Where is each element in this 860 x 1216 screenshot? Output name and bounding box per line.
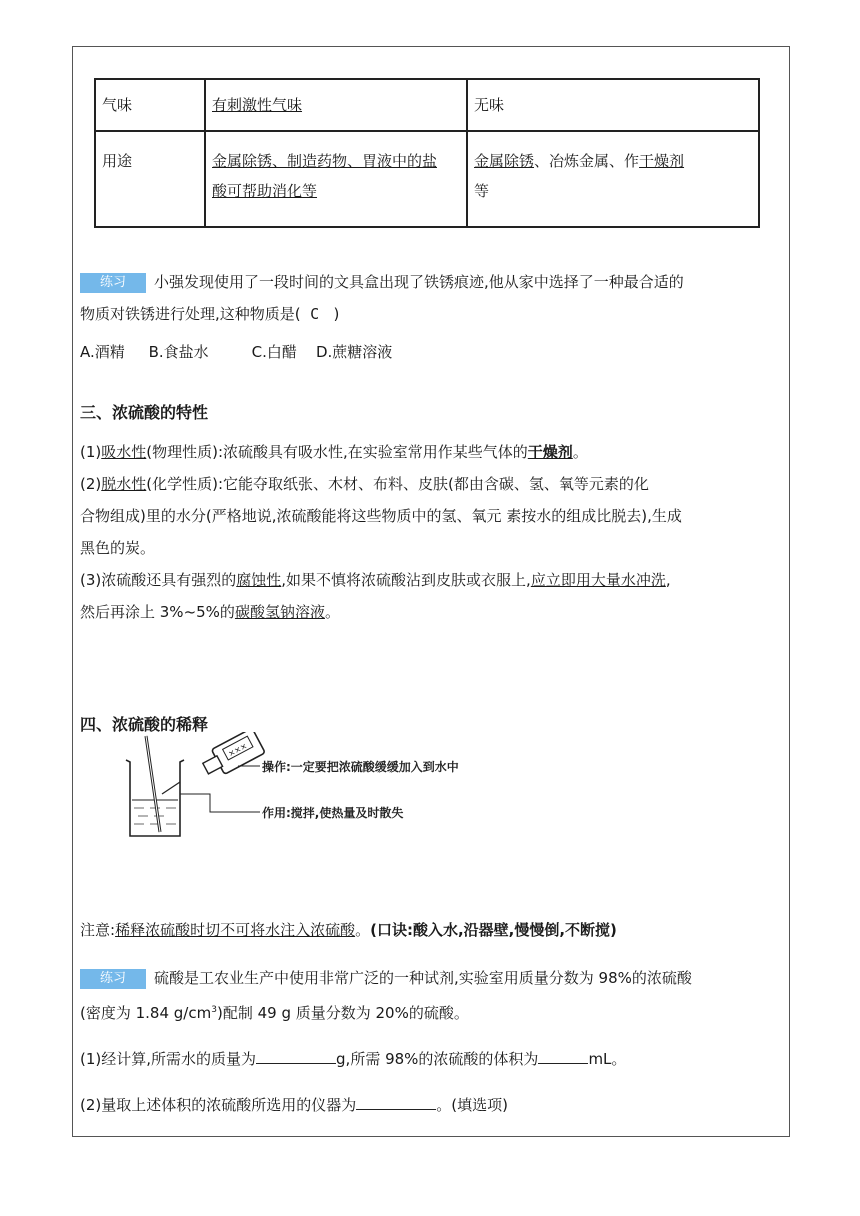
underlined-text: 干燥剂 bbox=[639, 152, 685, 170]
exercise-2 bbox=[80, 962, 780, 1121]
underlined-text: 金属除锈、制造药物、胃液中的盐 bbox=[212, 152, 438, 170]
para-text: 。 bbox=[324, 603, 340, 621]
table-row bbox=[95, 79, 759, 131]
fn-leader bbox=[180, 794, 260, 812]
cell bbox=[205, 79, 467, 131]
section-4-title: 四、浓硫酸的稀释 bbox=[80, 715, 209, 734]
question-text: (2)量取上述体积的浓硫酸所选用的仪器为 bbox=[80, 1096, 357, 1114]
para-text: (化学性质):它能夺取纸张、木材、布料、皮肤(都由含碳、氢、氧等元素的化 bbox=[146, 475, 649, 493]
acid-stream bbox=[162, 782, 180, 794]
note-prefix: 注意: bbox=[80, 921, 116, 939]
underlined-text: 吸水性 bbox=[101, 443, 147, 461]
cell bbox=[467, 131, 759, 227]
question-text: 硫酸是工农业生产中使用非常广泛的一种试剂,实验室用质量分数为 98%的浓硫酸 bbox=[154, 969, 692, 987]
svg-text:×××: ××× bbox=[226, 741, 249, 759]
cell: 无味 bbox=[467, 79, 759, 131]
question-text: (1)经计算,所需水的质量为 bbox=[80, 1050, 257, 1068]
para-text: 然后再涂上 3%~5%的 bbox=[80, 603, 235, 621]
para-text: (2) bbox=[80, 475, 102, 493]
question-text: )配制 49 g 质量分数为 20%的硫酸。 bbox=[216, 1004, 469, 1022]
question-text: 小强发现使用了一段时间的文具盒出现了铁锈痕迹,他从家中选择了一种最合适的 bbox=[154, 273, 684, 291]
row-label: 用途 bbox=[95, 131, 205, 227]
underlined-text: 稀释浓硫酸时切不可将水注入浓硫酸 bbox=[115, 921, 356, 939]
underlined-bold-text: 干燥剂 bbox=[527, 443, 573, 461]
function-label: 作用:搅拌,使热量及时散失 bbox=[262, 806, 404, 820]
underlined-text: 脱水性 bbox=[101, 475, 147, 493]
note-text: 。 bbox=[355, 921, 371, 939]
section-3-body bbox=[80, 436, 780, 628]
mnemonic: (口诀:酸入水,沿器壁,慢慢倒,不断搅) bbox=[370, 921, 617, 939]
underlined-text: 应立即用大量水冲洗 bbox=[530, 571, 666, 589]
exercise-1 bbox=[80, 266, 780, 368]
underlined-text: 酸可帮助消化等 bbox=[212, 182, 318, 200]
option-c: C.白醋 bbox=[251, 343, 297, 361]
para-text: , bbox=[665, 571, 671, 589]
question-text: mL。 bbox=[588, 1050, 627, 1068]
superscript: 3 bbox=[211, 1005, 217, 1015]
cell-text: 等 bbox=[474, 182, 490, 200]
question-text: ) bbox=[333, 305, 340, 323]
water-lines bbox=[134, 808, 176, 824]
option-b: B.食盐水 bbox=[148, 343, 209, 361]
dilution-diagram bbox=[120, 732, 480, 842]
exercise-tag: 练习 bbox=[80, 969, 146, 989]
glass-rod-highlight bbox=[146, 736, 160, 832]
properties-table bbox=[94, 78, 760, 228]
underlined-text: 碳酸氢钠溶液 bbox=[234, 603, 325, 621]
answer-blank[interactable] bbox=[538, 1063, 588, 1064]
question-text: 物质对铁锈进行处理,这种物质是( bbox=[80, 305, 301, 323]
option-d: D.蔗糖溶液 bbox=[315, 343, 393, 361]
para-text: 合物组成)里的水分(严格地说,浓硫酸能将这些物质中的氢、氧元 素按水的组成比脱去),生成 bbox=[80, 507, 682, 525]
question-text: (密度为 1.84 g/cm bbox=[80, 1004, 212, 1022]
answer-blank[interactable] bbox=[356, 1109, 436, 1110]
underlined-text: 腐蚀性 bbox=[236, 571, 282, 589]
exercise-tag: 练习 bbox=[80, 273, 146, 293]
acid-bottle bbox=[199, 732, 265, 781]
question-text: 。(填选项) bbox=[436, 1096, 508, 1114]
underlined-text: 有刺激性气味 bbox=[212, 96, 303, 114]
para-text: 黑色的炭。 bbox=[80, 539, 156, 557]
underlined-text: 金属除锈 bbox=[474, 152, 535, 170]
operation-label: 操作:一定要把浓硫酸缓缓加入到水中 bbox=[262, 760, 459, 774]
cell-text: 、冶炼金属、作 bbox=[534, 152, 640, 170]
para-text: 。 bbox=[572, 443, 588, 461]
para-text: (物理性质):浓硫酸具有吸水性,在实验室常用作某些气体的 bbox=[146, 443, 528, 461]
row-label: 气味 bbox=[95, 79, 205, 131]
cell bbox=[205, 131, 467, 227]
option-a: A.酒精 bbox=[80, 343, 125, 361]
answer-blank[interactable] bbox=[256, 1063, 336, 1064]
question-text: g,所需 98%的浓硫酸的体积为 bbox=[336, 1050, 539, 1068]
safety-note bbox=[80, 914, 780, 946]
para-text: (3)浓硫酸还具有强烈的 bbox=[80, 571, 237, 589]
para-text: ,如果不慎将浓硫酸沾到皮肤或衣服上, bbox=[281, 571, 531, 589]
section-3-title: 三、浓硫酸的特性 bbox=[80, 403, 209, 422]
answer: C bbox=[310, 305, 320, 323]
table-row bbox=[95, 131, 759, 227]
para-text: (1) bbox=[80, 443, 102, 461]
